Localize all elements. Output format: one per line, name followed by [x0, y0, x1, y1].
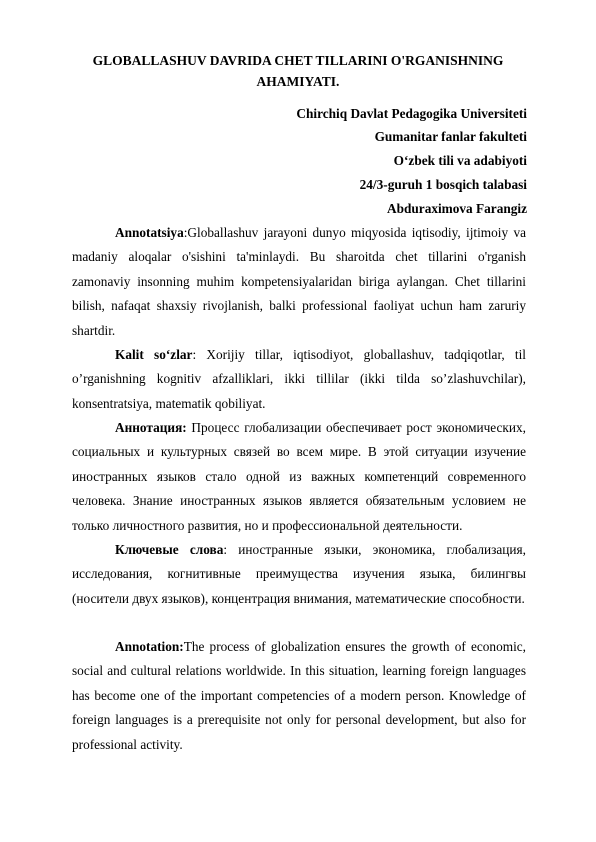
separator: :	[183, 225, 188, 240]
abstract-english	[72, 635, 526, 757]
abstract-russian	[72, 416, 526, 538]
affiliation-department: O‘zbek tili va adabiyoti	[393, 153, 527, 168]
abstract-uzbek	[72, 221, 526, 343]
keywords-russian-text: иностранные языки, экономика, глобализация, исследования, когнитивные преимущества изучения языка, билингвы (носители двух языков), концентрация внимания, математические способности.	[72, 542, 526, 606]
affiliation-faculty: Gumanitar fanlar fakulteti	[374, 129, 527, 144]
separator: :	[192, 347, 207, 362]
keywords-uzbek-text: Xorijiy tillar, iqtisodiyot, globallashuv, tadqiqotlar, til o’rganishning kognitiv afzalliklari, ikki tillilar (ikki tilda so’zlashuvchilar), konsentratsiya, matematik qobiliyat.	[72, 347, 526, 411]
abstract-russian-label: Аннотация:	[115, 420, 187, 435]
separator: :	[223, 542, 239, 557]
author-name: Abduraximova Farangiz	[387, 201, 527, 216]
affiliation-university: Chirchiq Davlat Pedagogika Universiteti	[296, 106, 527, 121]
keywords-uzbek	[72, 343, 526, 416]
affiliation-group: 24/3-guruh 1 bosqich talabasi	[359, 177, 527, 192]
paper-title: GLOBALLASHUV DAVRIDA CHET TILLARINI O'RGANISHNING AHAMIYATI.	[92, 53, 504, 89]
abstract-uzbek-text: Globallashuv jarayoni dunyo miqyosida iqtisodiy, ijtimoiy va madaniy aloqalar o'sishini ta'minlaydi. Bu sharoitda chet tillarini o'rganish zamonaviy insonning muhim kompetensiyalaridan biriga aylangan. Chet tillarini bilish, nafaqat shaxsiy rivojlanish, balki professional faoliyat uchun ham zaruriy shartdir.	[72, 225, 526, 338]
abstract-english-text: The process of globalization ensures the growth of economic, social and cultural relations worldwide. In this situation, learning foreign languages has become one of the important competencies of a modern person. Knowledge of foreign languages is a prerequisite not only for personal development, but also for professional activity.	[72, 639, 526, 752]
keywords-russian	[72, 538, 526, 611]
abstract-uzbek-label: Annotatsiya	[115, 225, 184, 240]
abstract-english-label: Annotation:	[115, 639, 184, 654]
keywords-uzbek-label: Kalit so‘zlar	[115, 347, 193, 362]
keywords-russian-label: Ключевые слова	[115, 542, 224, 557]
abstract-russian-text: Процесс глобализации обеспечивает рост экономических, социальных и культурных связей во всем мире. В этой ситуации изучение иностранных языков стало одной из важных компетенций современного человека. Знание иностранных языков является обязательным условием не только личностного развития, но и профессиональной деятельности.	[72, 420, 526, 533]
